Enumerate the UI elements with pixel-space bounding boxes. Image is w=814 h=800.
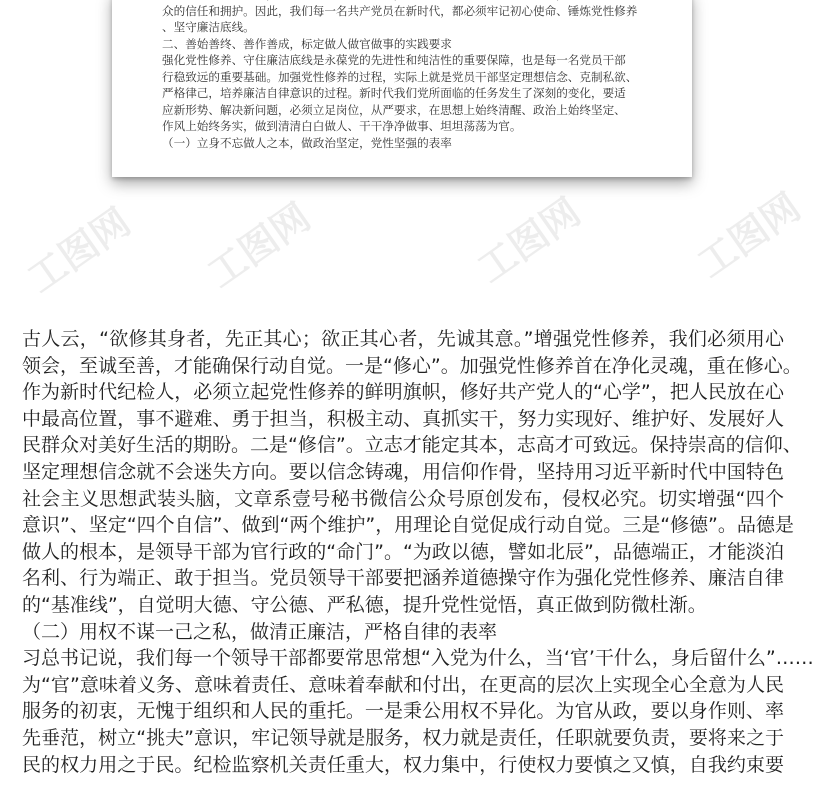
watermark: 工图网 xyxy=(199,194,319,297)
preview-line: 严格律己，培养廉洁自律意识的过程。新时代我们党所面临的任务发生了深刻的变化，要适 xyxy=(162,86,626,100)
preview-line: 作风上始终务实，做到清清白白做人、干干净净做事、坦坦荡荡为官。 xyxy=(162,119,522,133)
body-line: 习总书记说，我们每一个领导干部都要常思常想“入党为什么，当‘官’干什么，身后留什么”…… xyxy=(22,647,814,670)
body-line: 民群众对美好生活的期盼。二是“修信”。立志才能定其本，志高才可致远。保持崇高的信仰、 xyxy=(22,434,802,457)
body-line: 的“基准线”，自觉明大德、守公德、严私德，提升党性觉悟，真正做到防微杜渐。 xyxy=(22,593,707,616)
body-line: 意识”、坚定“四个自信”、做到“两个维护”，用理论自觉促成行动自觉。三是“修德”。品德是 xyxy=(22,514,794,537)
body-line: 中最高位置，事不避难、勇于担当，积极主动、真抓实干，努力实现好、维护好、发展好人 xyxy=(22,407,784,430)
body-line: 社会主义思想武装头脑，文章系壹号秘书微信公众号原创发布，侵权必究。切实增强“四个 xyxy=(22,487,784,510)
body-line: 为“官”意味着义务、意味着责任、意味着奉献和付出，在更高的层次上实现全心全意为人民 xyxy=(22,673,784,696)
preview-line: 应新形势、解决新问题，必须立足岗位，从严要求，在思想上始终清醒、政治上始终坚定、 xyxy=(162,102,626,117)
main-body-text xyxy=(22,326,814,778)
watermark: 工图网 xyxy=(469,189,589,292)
body-line: 服务的初衷，无愧于组织和人民的重托。一是秉公用权不异化。为官从政，要以身作则、率 xyxy=(22,700,784,723)
body-line: 作为新时代纪检人，必须立起党性修养的鲜明旗帜，修好共产党人的“心学”，把人民放在心 xyxy=(22,381,784,404)
section-heading: （二）用权不谋一己之私，做清正廉洁，严格自律的表率 xyxy=(22,620,498,643)
body-line: 名利、行为端正、敢于担当。党员领导干部要把涵养道德操守作为强化党性修养、廉洁自律 xyxy=(22,567,784,590)
preview-subheading: （一）立身不忘做人之本，做政治坚定，党性坚强的表率 xyxy=(162,135,452,150)
preview-line: 强化党性修养、守住廉洁底线是永葆党的先进性和纯洁性的重要保障，也是每一名党员干部 xyxy=(162,53,626,67)
body-line: 民的权力用之于民。纪检监察机关责任重大，权力集中，行使权力要慎之又慎，自我约束要 xyxy=(22,753,784,776)
document-preview-card xyxy=(112,0,692,177)
body-line: 先垂范，树立“挑夫”意识，牢记领导就是服务，权力就是责任，任职就要负责，要将来之于 xyxy=(22,726,784,749)
body-line: 做人的根本，是领导干部为官行政的“命门”。“为政以德，譬如北辰”，品德端正，才能淡泊 xyxy=(22,540,784,563)
document-preview-area xyxy=(0,0,809,302)
preview-line: 、坚守廉洁底线。 xyxy=(162,20,255,34)
watermark: 工图网 xyxy=(689,184,809,287)
body-line: 领会，至诚至善，才能确保行动自觉。一是“修心”。加强党性修养首在净化灵魂，重在修心。 xyxy=(22,354,802,377)
body-line: 坚定理想信念就不会迷失方向。要以信念铸魂，用信仰作骨，坚持用习近平新时代中国特色 xyxy=(22,460,784,483)
preview-text xyxy=(162,0,682,151)
preview-line: 众的信任和拥护。因此，我们每一名共产党员在新时代，都必须牢记初心使命、锤炼党性修养 xyxy=(162,3,638,18)
preview-line: 行稳致远的重要基础。加强党性修养的过程，实际上就是党员干部坚定理想信念、克制私欲、 xyxy=(162,69,638,84)
body-line: 古人云，“欲修其身者，先正其心；欲正其心者，先诚其意。”增强党性修养，我们必须用心 xyxy=(22,328,784,350)
watermark: 工图网 xyxy=(19,199,139,302)
preview-heading: 二、善始善终、善作善成，标定做人做官做事的实践要求 xyxy=(162,36,452,51)
